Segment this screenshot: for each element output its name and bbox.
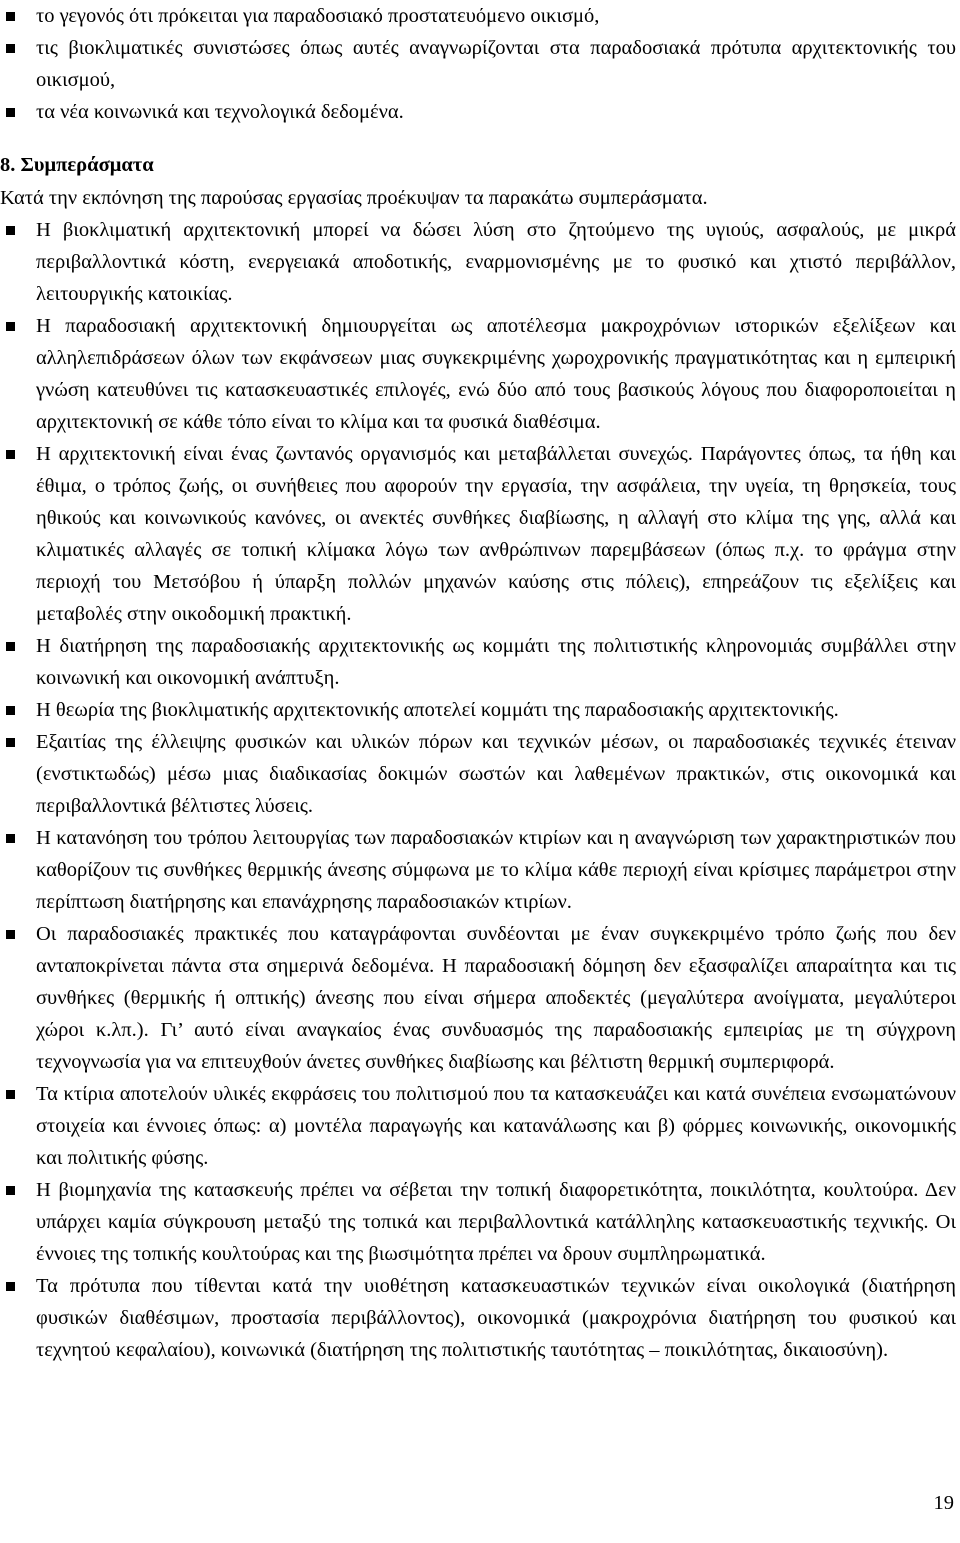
list-item-text: Η διατήρηση της παραδοσιακής αρχιτεκτονικής ως κομμάτι της πολιτιστικής κληρονομιάς συμβάλλει στην κοινωνική και οικονομική ανάπτυξη. — [36, 635, 956, 689]
list-item-text: το γεγονός ότι πρόκειται για παραδοσιακό προστατευόμενο οικισμό, — [36, 5, 600, 27]
list-item — [36, 214, 956, 310]
list-item — [36, 822, 956, 918]
list-item — [36, 726, 956, 822]
square-bullet-icon — [6, 44, 15, 53]
square-bullet-icon — [6, 450, 15, 459]
square-bullet-icon — [6, 738, 15, 747]
conclusions-list — [36, 214, 956, 1366]
list-item — [36, 96, 956, 128]
square-bullet-icon — [6, 834, 15, 843]
square-bullet-icon — [6, 706, 15, 715]
list-item — [36, 918, 956, 1078]
top-bullet-list — [36, 0, 956, 128]
list-item-text: Η βιομηχανία της κατασκευής πρέπει να σέβεται την τοπική διαφορετικότητα, ποικιλότητα, κουλτούρα. Δεν υπάρχει καμία σύγκρουση μεταξύ της τοπικά και περιβαλλοντικά κατάλληλης κατασκευαστικής τεχνικής. Οι έννοιες της τοπικής κουλτούρας και της βιωσιμότητα πρέπει να δρουν συμπληρωματικά. — [36, 1179, 956, 1265]
list-item-text: Η βιοκλιματική αρχιτεκτονική μπορεί να δώσει λύση στο ζητούμενο της υγιούς, ασφαλούς, με μικρά περιβαλλοντικά κόστη, ενεργειακά αποδοτικής, εναρμονισμένης με το φυσικό και χτιστό περιβάλλον, λειτουργικής κατοικίας. — [36, 219, 956, 305]
section-title: 8. Συμπεράσματα — [0, 154, 154, 176]
list-item — [36, 310, 956, 438]
list-item-text: Οι παραδοσιακές πρακτικές που καταγράφονται συνδέονται με έναν συγκεκριμένο τρόπο ζωής που δεν ανταποκρίνεται πάντα στα σημερινά δεδομένα. Η παραδοσιακή δόμηση δεν εξασφαλίζει απαραίτητα και τις συνθήκες (θερμικής ή οπτικής) άνεσης που είναι σήμερα αποδεκτές (μεγαλύτερα ανοίγματα, μεγαλύτεροι χώροι κ.λπ.). Γι’ αυτό είναι αναγκαίος ένας συνδυασμός της παραδοσιακής εμπειρίας με τη σύγχρονη τεχνογνωσία για να επιτευχθούν άνετες συνθήκες διαβίωσης και βέλτιστη θερμική συμπεριφορά. — [36, 923, 956, 1073]
list-item-text: τα νέα κοινωνικά και τεχνολογικά δεδομένα. — [36, 101, 404, 123]
list-item — [36, 32, 956, 96]
square-bullet-icon — [6, 642, 15, 651]
square-bullet-icon — [6, 1186, 15, 1195]
square-bullet-icon — [6, 108, 15, 117]
section-intro: Κατά την εκπόνηση της παρούσας εργασίας προέκυψαν τα παρακάτω συμπεράσματα. — [0, 187, 708, 209]
list-item-text: Η κατανόηση του τρόπου λειτουργίας των παραδοσιακών κτιρίων και η αναγνώριση των χαρακτηριστικών που καθορίζουν τις συνθήκες θερμικής άνεσης σύμφωνα με το κλίμα κάθε περιοχή είναι κρίσιμες παράμετροι στην περίπτωση διατήρησης και επανάχρησης παραδοσιακών κτιρίων. — [36, 827, 956, 913]
section-heading — [0, 149, 956, 181]
list-item — [36, 0, 956, 32]
square-bullet-icon — [6, 12, 15, 21]
list-item — [36, 694, 956, 726]
list-item-text: Τα κτίρια αποτελούν υλικές εκφράσεις του πολιτισμού που τα κατασκευάζει και κατά συνέπεια ενσωματώνουν στοιχεία και έννοιες όπως: α) μοντέλα παραγωγής και κατανάλωσης και β) φόρμες κοινωνικής, οικονομικής και πολιτικής φύσης. — [36, 1083, 956, 1169]
list-item — [36, 1174, 956, 1270]
square-bullet-icon — [6, 226, 15, 235]
square-bullet-icon — [6, 1282, 15, 1291]
square-bullet-icon — [6, 1090, 15, 1099]
list-item-text: τις βιοκλιματικές συνιστώσες όπως αυτές αναγνωρίζονται στα παραδοσιακά πρότυπα αρχιτεκτονικής του οικισμού, — [36, 37, 956, 91]
list-item-text: Εξαιτίας της έλλειψης φυσικών και υλικών πόρων και τεχνικών μέσων, οι παραδοσιακές τεχνικές έτειναν (ενστικτωδώς) μέσω μιας διαδικασίας δοκιμών σωστών και λαθεμένων πρακτικών, στις οικονομικά και περιβαλλοντικά βέλτιστες λύσεις. — [36, 731, 956, 817]
square-bullet-icon — [6, 322, 15, 331]
list-item — [36, 630, 956, 694]
list-item-text: Η παραδοσιακή αρχιτεκτονική δημιουργείται ως αποτέλεσμα μακροχρόνιων ιστορικών εξελίξεων και αλληλεπιδράσεων όλων των εκφάνσεων μιας συγκεκριμένης χωροχρονικής πραγματικότητας και η εμπειρική γνώση κατευθύνει τις κατασκευαστικές επιλογές, ενώ δύο από τους βασικούς λόγους που διαφοροποιείται η αρχιτεκτονική σε κάθε τόπο είναι το κλίμα και τα φυσικά διαθέσιμα. — [36, 315, 956, 433]
square-bullet-icon — [6, 930, 15, 939]
list-item-text: Η θεωρία της βιοκλιματικής αρχιτεκτονικής αποτελεί κομμάτι της παραδοσιακής αρχιτεκτονικής. — [36, 699, 839, 721]
list-item — [36, 1078, 956, 1174]
list-item-text: Η αρχιτεκτονική είναι ένας ζωντανός οργανισμός και μεταβάλλεται συνεχώς. Παράγοντες όπως, τα ήθη και έθιμα, ο τρόπος ζωής, οι συνήθειες που αφορούν την εργασία, την ασφάλεια, την υγεία, τη θρησκεία, τους ηθικούς και κοινωνικούς κανόνες, οι ανεκτές συνθήκες διαβίωσης, η αλλαγή στο κλίμα της γης, αλλά και κλιματικές αλλαγές σε τοπική κλίμακα λόγω των ανθρώπινων παρεμβάσεων (όπως π.χ. το φράγμα στην περιοχή του Μετσόβου ή ύπαρξη πολλών μηχανών καύσης στις πόλεις), επηρεάζουν τις εξελίξεις και μεταβολές στην οικοδομική πρακτική. — [36, 443, 956, 625]
page-number: 19 — [933, 1492, 954, 1514]
list-item — [36, 1270, 956, 1366]
list-item-text: Τα πρότυπα που τίθενται κατά την υιοθέτηση κατασκευαστικών τεχνικών είναι οικολογικά (διατήρηση φυσικών διαθέσιμων, προστασία περιβάλλοντος), οικονομικά (μακροχρόνια διατήρηση του φυσικού και τεχνητού κεφαλαίου), κοινωνικά (διατήρηση της πολιτιστικής ταυτότητας – ποικιλότητας, δικαιοσύνη). — [36, 1275, 956, 1361]
list-item — [36, 438, 956, 630]
